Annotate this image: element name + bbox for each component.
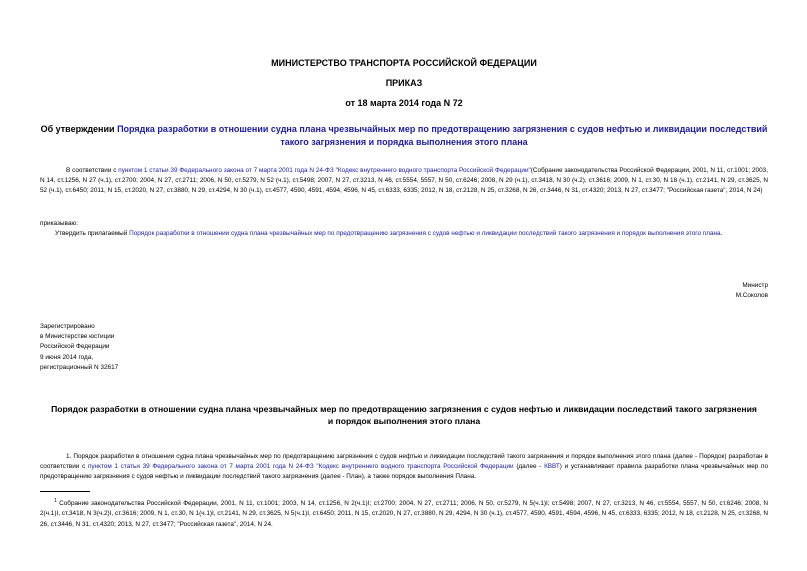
clause-1-lead: 1. Порядок разработки в отношении судна плана чрезвычайных мер по предотвращению загрязнения с судов нефтью и ликвидации последствий такого загрязнения и порядок выполнения этого плана (далее - Порядок) разработан в соответствии с bbox=[40, 453, 768, 471]
kvvt-link[interactable]: КВВТ bbox=[544, 463, 560, 471]
registration-line: в Министерстве юстиции bbox=[40, 333, 115, 341]
approve-paragraph bbox=[40, 229, 768, 239]
procedure-title-line1: Порядок разработки в отношении судна плана чрезвычайных мер по предотвращению загрязнения с судов нефтью и ликвидации последствий такого загрязнения bbox=[51, 404, 757, 414]
signature-name: М.Соколов bbox=[735, 292, 768, 300]
clause-1-mid: (далее - bbox=[513, 463, 545, 471]
approve-lead: Утвердить прилагаемый bbox=[55, 230, 130, 237]
registration-line: Российской Федерации bbox=[40, 343, 110, 351]
footnote-text: Собрание законодательства Российской Федерации, 2001, N 11, ст.1001; 2003, N 14, ст.1256, N 2(ч.1)І; ст.2700; 2004, N 27, ст.2711; 2006, N 50, ст.5279, N 5(ч.1)І; ст.5498; 2007, N 27, ст.3213, N 46, ст.5554, 5557, N 50, ст.6246; 2008, N 2(ч.1)І, ст.3418, N 3(ч.2)І, ст.3616; 2009, N 1, ст.30, N 1(ч.1)І, ст.2141, N 29, ст.3625, N 5(ч.1)І, ст.6450; 2011, N 15, ст.2020, N 27, ст.3880, N 29, 4294, N 30 (ч.1), ст.4577, 4590, 4591, 4594, 4596, N 45, ст.6333, 6335; 2012, N 18, ст.2128, N 25, ст.3268, N 26, ст.3446, N 31, ст.4320; 2013, N 27, ст.3477; "Российская газета", 2014, N 24. bbox=[40, 500, 768, 528]
ministry-heading: МИНИСТЕРСТВО ТРАНСПОРТА РОССИЙСКОЙ ФЕДЕРАЦИИ bbox=[271, 58, 537, 68]
preamble-paragraph bbox=[40, 166, 768, 197]
procedure-title-line2: и порядок выполнения этого плана bbox=[327, 416, 481, 426]
footnote-divider bbox=[40, 491, 90, 492]
preamble-tail: (Собрание законодательства Российской Федерации, 2001, N 11, ст.1001; 2003, N 14, ст.1256, N 27 (ч.1), ст.2700; 2004, N 27, ст.2711; 2006, N 50, ст.5279, N 52 (ч.1), ст.5498; 2007, N 27, ст.3213, N 46, ст.5554, 5557, N 50, ст.6246; 2008, N 29 (ч.1), ст.3418, N 30 (ч.2), ст.3616; 2009, N 1, ст.30, N 18 (ч.1), ст.2141, N 29, ст.3625, N 52 (ч.1), ст.6450; 2011, N 15, ст.2020, N 27, ст.3880, N 29, ст.4294, N 30 (ч.1), ст.4577, 4590, 4591, 4594, 4596, N 45, ст.6333, 6335; 2012, N 18, ст.2128, N 25, ст.3268, N 26, ст.3446, N 31, ст.4320; 2013, N 27, ст.3477; "Российская газета", 2014, N 24) bbox=[40, 167, 768, 195]
title-link-continuation[interactable]: такого загрязнения и порядка выполнения этого плана bbox=[280, 137, 528, 147]
clause-1-paragraph bbox=[40, 452, 768, 483]
procedure-title bbox=[40, 403, 768, 427]
registration-line: 9 июня 2014 года, bbox=[40, 353, 94, 361]
clause-1-tail: ) и устанавливает правила разработки плана чрезвычайных мер по предотвращению загрязнения с судов нефтью и ликвидации последствий такого загрязнения (далее - План), а также порядок выполнения Плана. bbox=[40, 463, 769, 481]
doc-date-heading: от 18 марта 2014 года N 72 bbox=[345, 98, 463, 108]
approve-procedure-link[interactable]: Порядок разработки в отношении судна плана чрезвычайных мер по предотвращению загрязнения с судов нефтью и ликвидации последствий такого загрязнения и порядок выполнения этого плана bbox=[129, 230, 721, 237]
footnote-mark: 1 bbox=[54, 498, 57, 504]
preamble-law-link[interactable]: пунктом 1 статьи 39 Федерального закона от 7 марта 2001 года N 24-ФЗ "Кодекс внутреннего водного транспорта Российской Федерации" bbox=[118, 167, 531, 174]
signature-position: Министр bbox=[742, 282, 768, 289]
registration-line: Зарегистрировано bbox=[40, 323, 95, 330]
preamble-lead: В соответствии с bbox=[66, 167, 119, 174]
registration-block bbox=[40, 322, 118, 373]
doc-type-heading: ПРИКАЗ bbox=[385, 78, 423, 88]
document-title bbox=[40, 123, 768, 149]
approve-tail: . bbox=[720, 230, 723, 237]
title-link[interactable]: Порядка разработки в отношении судна плана чрезвычайных мер по предотвращению загрязнения с судов нефтью и ликвидации последствий bbox=[117, 124, 768, 134]
footnote bbox=[40, 496, 768, 530]
order-word: приказываю: bbox=[40, 220, 78, 227]
title-prefix: Об утверждении bbox=[40, 124, 118, 134]
clause-1-law-link[interactable]: пунктом 1 статьи 39 Федерального закона от 7 марта 2001 года N 24-ФЗ "Кодекс внутреннего водного транспорта Российской Федерации bbox=[87, 463, 514, 471]
registration-line: регистрационный N 32617 bbox=[40, 363, 119, 371]
signature-block bbox=[736, 281, 768, 301]
